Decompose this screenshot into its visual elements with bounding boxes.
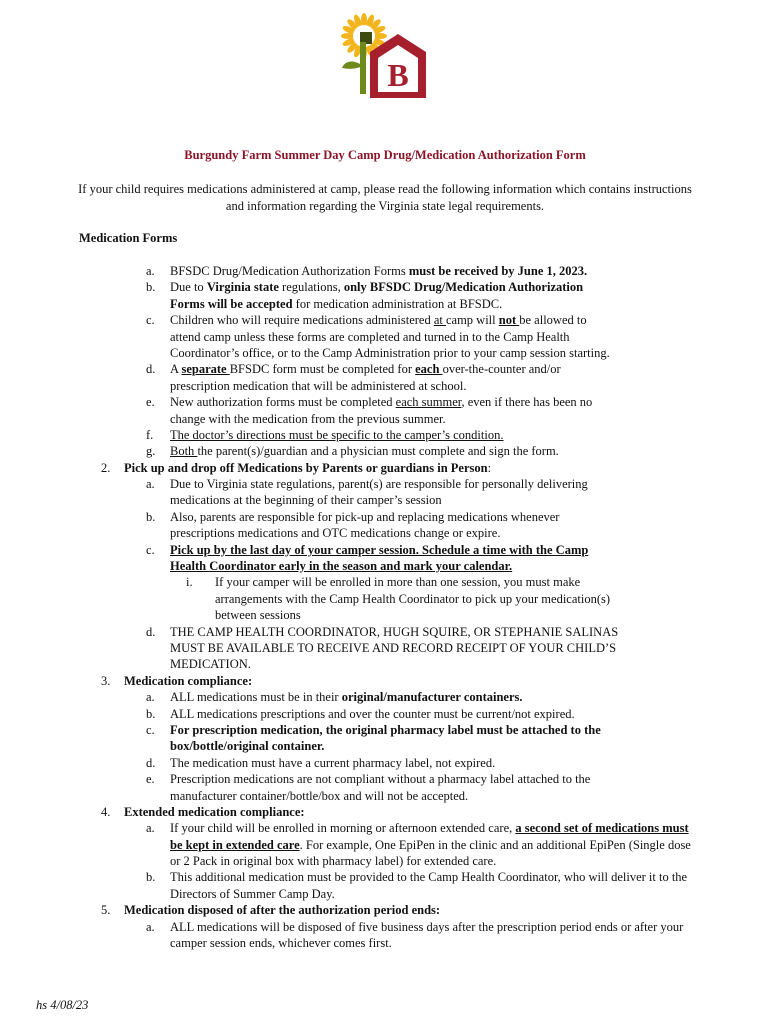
text-segment: Due to [170, 280, 207, 295]
list-marker: c. [146, 722, 155, 737]
list-item [0, 427, 770, 443]
list-item [0, 919, 770, 935]
list-item [0, 656, 770, 672]
list-item [0, 935, 770, 951]
text-segment: manufacturer container/bottle/box and will not be accepted. [170, 788, 469, 803]
text-segment: BFSDC Drug/Medication Authorization Forms [170, 264, 409, 278]
text-segment: If your camper will be enrolled in more than one session, you must make [215, 575, 581, 590]
text-segment: For prescription medication, the original pharmacy label must be attached to the [170, 722, 601, 737]
list-marker: i. [186, 575, 193, 590]
logo-letter: B [387, 57, 409, 93]
text-segment: Both [170, 444, 198, 459]
text-segment: , even if there has been no [461, 395, 593, 410]
list-item [0, 378, 770, 394]
list-item [0, 607, 770, 623]
text-segment: prescription medication that will be administered at school. [170, 378, 467, 393]
text-segment: the parent(s)/guardian and a physician must complete and sign the form. [197, 444, 559, 459]
text-segment: Pick up and drop off Medications by Parents or guardians in Person [124, 460, 488, 475]
text-segment: medications at the beginning of their camper’s session [170, 493, 442, 508]
text-segment: This additional medication must be provided to the Camp Health Coordinator, who will deliver it to the [170, 870, 688, 885]
list-heading [0, 902, 770, 918]
list-item [0, 755, 770, 771]
list-item [0, 820, 770, 836]
list-item [0, 411, 770, 427]
text-segment: regulations, [278, 280, 344, 295]
text-segment: or 2 Pack in original box with pharmacy label) for extended care. [170, 854, 497, 869]
text-segment: Pick up by the last day of your camper session. Schedule a time with the Camp [170, 542, 589, 557]
list-item [0, 869, 770, 885]
list-item [0, 476, 770, 492]
text-segment: The doctor’s directions must be specific to the camper’s condition. [170, 427, 504, 442]
text-segment: each [415, 362, 443, 377]
text-segment: a second set of medications must [515, 821, 689, 836]
list-item [0, 509, 770, 525]
list-marker: a. [146, 821, 155, 836]
list-heading [0, 460, 770, 476]
text-segment: be allowed to [519, 313, 587, 328]
text-segment: If your child will be enrolled in morning or afternoon extended care, [170, 821, 516, 836]
list-item [0, 722, 770, 738]
text-segment: not [498, 313, 520, 328]
text-segment: Extended medication compliance: [124, 804, 305, 819]
text-segment: Prescription medications are not compliant without a pharmacy label attached to the [170, 772, 591, 787]
list-item [0, 345, 770, 361]
text-segment: attend camp unless these forms are completed and turned in to the Camp Health [170, 329, 570, 344]
list-item [0, 853, 770, 869]
list-marker: d. [146, 362, 156, 377]
list-marker: f. [146, 427, 154, 442]
list-heading [0, 804, 770, 820]
list-item [0, 525, 770, 541]
list-marker: b. [146, 870, 156, 885]
list-marker: g. [146, 444, 156, 459]
text-segment: A [170, 362, 182, 377]
list-item [0, 443, 770, 459]
list-marker: a. [146, 690, 155, 705]
text-segment: MUST BE AVAILABLE TO RECEIVE AND RECORD RECEIPT OF YOUR CHILD’S [170, 640, 617, 655]
list-item [0, 689, 770, 705]
text-segment: arrangements with the Camp Health Coordinator to pick up your medication(s) [215, 591, 611, 606]
list-marker: b. [146, 280, 156, 295]
revision-footer: hs 4/08/23 [36, 998, 89, 1012]
list-item [0, 574, 770, 590]
text-segment: between sessions [215, 608, 301, 623]
text-segment: Coordinator’s office, or to the Camp Administration prior to your camp session starting. [170, 345, 610, 360]
list-item [0, 771, 770, 787]
burgundy-farm-logo [334, 8, 430, 100]
text-segment: must be received by June 1, 2023. [408, 264, 588, 278]
list-item [0, 361, 770, 377]
text-segment: ALL medications must be in their [170, 690, 342, 705]
text-segment: ALL medications will be disposed of five business days after the prescription period ends or after your [170, 919, 684, 934]
list-item [0, 312, 770, 328]
text-segment: be kept in extended care [170, 837, 300, 852]
list-number: 3. [101, 673, 111, 688]
list-item [0, 329, 770, 345]
list-item [0, 738, 770, 754]
list-marker: c. [146, 542, 155, 557]
list-item [0, 492, 770, 508]
list-item [0, 591, 770, 607]
text-segment: Also, parents are responsible for pick-up and replacing medications whenever [170, 509, 560, 524]
list-marker: c. [146, 313, 155, 328]
list-item [0, 624, 770, 640]
list-item [0, 263, 770, 279]
text-segment: separate [181, 362, 230, 377]
list-marker: d. [146, 624, 156, 639]
text-segment: Virginia state [206, 280, 279, 295]
text-segment: BFSDC form must be completed for [229, 362, 416, 377]
list-item [0, 706, 770, 722]
text-segment: camp will [445, 313, 499, 328]
list-marker: a. [146, 477, 155, 492]
text-segment: Children who will require medications administered [170, 313, 434, 328]
text-segment: prescriptions medications and OTC medications change or expire. [170, 526, 501, 541]
list-item [0, 788, 770, 804]
list-number: 4. [101, 804, 111, 819]
text-segment: each summer [395, 395, 462, 410]
text-segment: : [487, 460, 492, 475]
text-segment: over-the-counter and/or [442, 362, 561, 377]
text-segment: camper session ends, whichever comes first. [170, 936, 392, 951]
list-marker: d. [146, 755, 156, 770]
text-segment: ALL medications prescriptions and over the counter must be current/not expired. [170, 706, 575, 721]
text-segment: New authorization forms must be completed [170, 395, 396, 410]
list-item [0, 279, 770, 295]
text-segment: Due to Virginia state regulations, parent(s) are responsible for personally delivering [170, 477, 588, 492]
list-number: 5. [101, 903, 111, 918]
text-segment: only BFSDC Drug/Medication Authorization [343, 280, 584, 295]
list-marker: e. [146, 395, 155, 410]
section-heading-medication-forms: Medication Forms [79, 231, 178, 245]
list-marker: a. [146, 264, 155, 278]
list-marker: e. [146, 772, 155, 787]
list-marker: a. [146, 919, 155, 934]
list-marker: b. [146, 509, 156, 524]
list-number: 2. [101, 460, 111, 475]
text-segment: change with the medication from the previous summer. [170, 411, 446, 426]
form-title: Burgundy Farm Summer Day Camp Drug/Medication Authorization Form [184, 148, 586, 162]
requirements-list [0, 263, 770, 951]
text-segment: original/manufacturer containers. [341, 690, 523, 705]
list-item [0, 542, 770, 558]
list-item [0, 886, 770, 902]
text-segment: Health Coordinator early in the season and mark your calendar. [170, 559, 513, 574]
list-item [0, 296, 770, 312]
list-item [0, 394, 770, 410]
text-segment: THE CAMP HEALTH COORDINATOR, HUGH SQUIRE, OR STEPHANIE SALINAS [170, 624, 619, 639]
text-segment: Directors of Summer Camp Day. [170, 886, 335, 901]
text-segment: box/bottle/original container. [170, 739, 325, 754]
text-segment: Medication compliance: [124, 673, 253, 688]
text-segment: MEDICATION. [170, 657, 251, 672]
list-item [0, 558, 770, 574]
text-segment: . For example, One EpiPen in the clinic and an additional EpiPen (Single dose [299, 837, 691, 852]
text-segment: The medication must have a current pharmacy label, not expired. [170, 755, 496, 770]
list-item [0, 837, 770, 853]
list-marker: b. [146, 706, 156, 721]
list-heading [0, 673, 770, 689]
list-item [0, 640, 770, 656]
intro-paragraph: If your child requires medications administered at camp, please read the following information which contains instructions and information regarding the Virginia state legal requirements. [78, 182, 692, 213]
text-segment: Forms will be accepted [170, 296, 293, 311]
text-segment: for medication administration at BFSDC. [292, 296, 503, 311]
text-segment: Medication disposed of after the authorization period ends: [124, 903, 441, 918]
text-segment: at [433, 313, 446, 328]
